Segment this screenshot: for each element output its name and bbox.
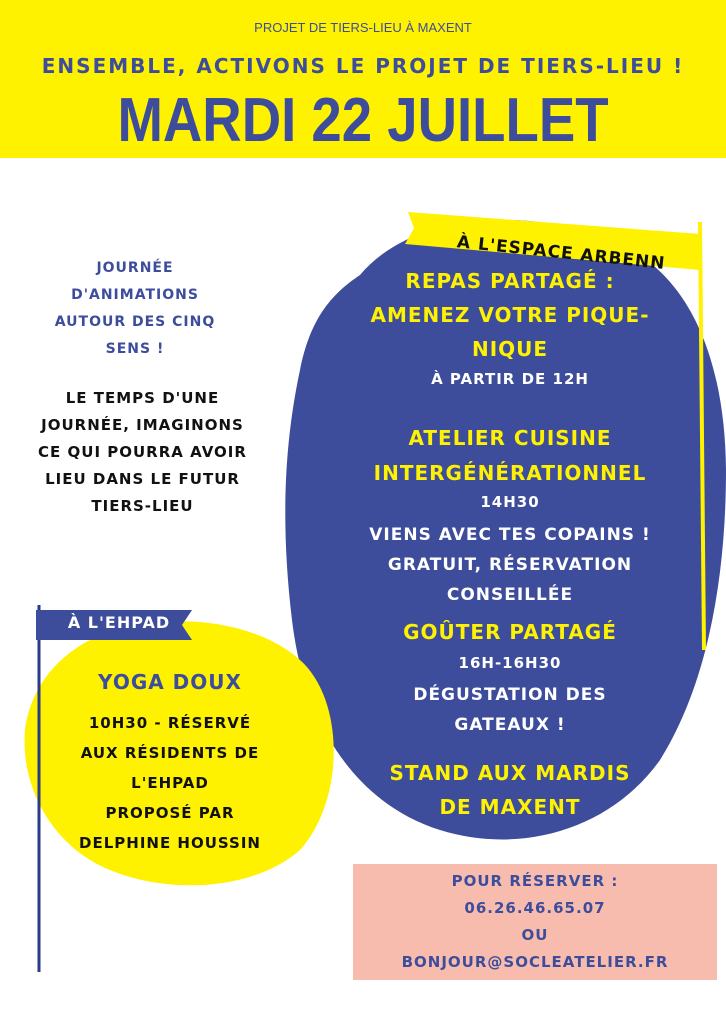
intro-description-line: JOURNÉE, IMAGINONS — [41, 416, 244, 434]
booking-heading: POUR RÉSERVER : — [451, 872, 619, 890]
repas-title-line: REPAS PARTAGÉ : — [405, 269, 615, 293]
yoga-details — [30, 708, 310, 858]
repas-title-line: AMENEZ VOTRE PIQUE- — [370, 303, 650, 327]
yoga-title: YOGA DOUX — [98, 670, 242, 694]
atelier-time: 14H30 — [480, 493, 540, 511]
yoga-details-line: DELPHINE HOUSSIN — [79, 834, 261, 852]
gouter-text-line: DÉGUSTATION DES — [413, 685, 607, 705]
booking-or: OU — [521, 926, 549, 944]
header-kicker: PROJET DE TIERS-LIEU À MAXENT — [254, 20, 472, 35]
atelier-title-line: ATELIER CUISINE — [408, 426, 612, 450]
gouter-text — [310, 680, 710, 740]
event-date: MARDI 22 JUILLET — [117, 86, 609, 155]
intro-theme-line: SENS ! — [105, 341, 165, 357]
atelier-text-line: CONSEILLÉE — [446, 585, 574, 605]
intro-theme-line: JOURNÉE — [96, 260, 174, 276]
repas-time: À PARTIR DE 12H — [431, 370, 589, 388]
stand-title-line: STAND AUX MARDIS — [389, 761, 631, 785]
stand-title-line: DE MAXENT — [439, 795, 581, 819]
stand-title — [310, 756, 710, 824]
intro-theme-line: AUTOUR DES CINQ — [54, 314, 216, 330]
gouter-time: 16H-16H30 — [458, 654, 562, 672]
intro-description-line: TIERS-LIEU — [91, 497, 194, 515]
ehpad-flag-label: À L'EHPAD — [67, 613, 171, 632]
intro-description-line: LE TEMPS D'UNE — [65, 389, 220, 407]
intro-description — [25, 385, 260, 520]
intro-theme-line: D'ANIMATIONS — [71, 287, 199, 303]
atelier-text — [310, 520, 710, 610]
yoga-details-line: PROPOSÉ PAR — [105, 804, 235, 822]
booking-info — [353, 868, 717, 976]
repas-title — [310, 264, 710, 366]
yoga-details-line: 10H30 - RÉSERVÉ — [88, 714, 252, 732]
atelier-title — [310, 421, 710, 491]
atelier-text-line: GRATUIT, RÉSERVATION — [387, 555, 633, 575]
intro-description-line: CE QUI POURRA AVOIR — [38, 443, 247, 461]
intro-theme — [40, 255, 230, 363]
arbenn-flag-label: À L'ESPACE ARBENN — [456, 232, 667, 274]
header-tagline: ENSEMBLE, ACTIVONS LE PROJET DE TIERS-LIEU ! — [41, 54, 685, 78]
booking-phone[interactable]: 06.26.46.65.07 — [464, 899, 606, 917]
gouter-title: GOÛTER PARTAGÉ — [403, 620, 617, 644]
yoga-details-line: AUX RÉSIDENTS DE — [80, 744, 260, 762]
atelier-title-line: INTERGÉNÉRATIONNEL — [373, 461, 647, 485]
repas-title-line: NIQUE — [471, 337, 549, 361]
booking-email[interactable]: BONJOUR@SOCLEATELIER.FR — [401, 953, 669, 971]
yoga-details-line: L'EHPAD — [131, 774, 209, 792]
atelier-text-line: VIENS AVEC TES COPAINS ! — [369, 525, 651, 545]
intro-description-line: LIEU DANS LE FUTUR — [45, 470, 240, 488]
gouter-text-line: GATEAUX ! — [454, 715, 566, 735]
